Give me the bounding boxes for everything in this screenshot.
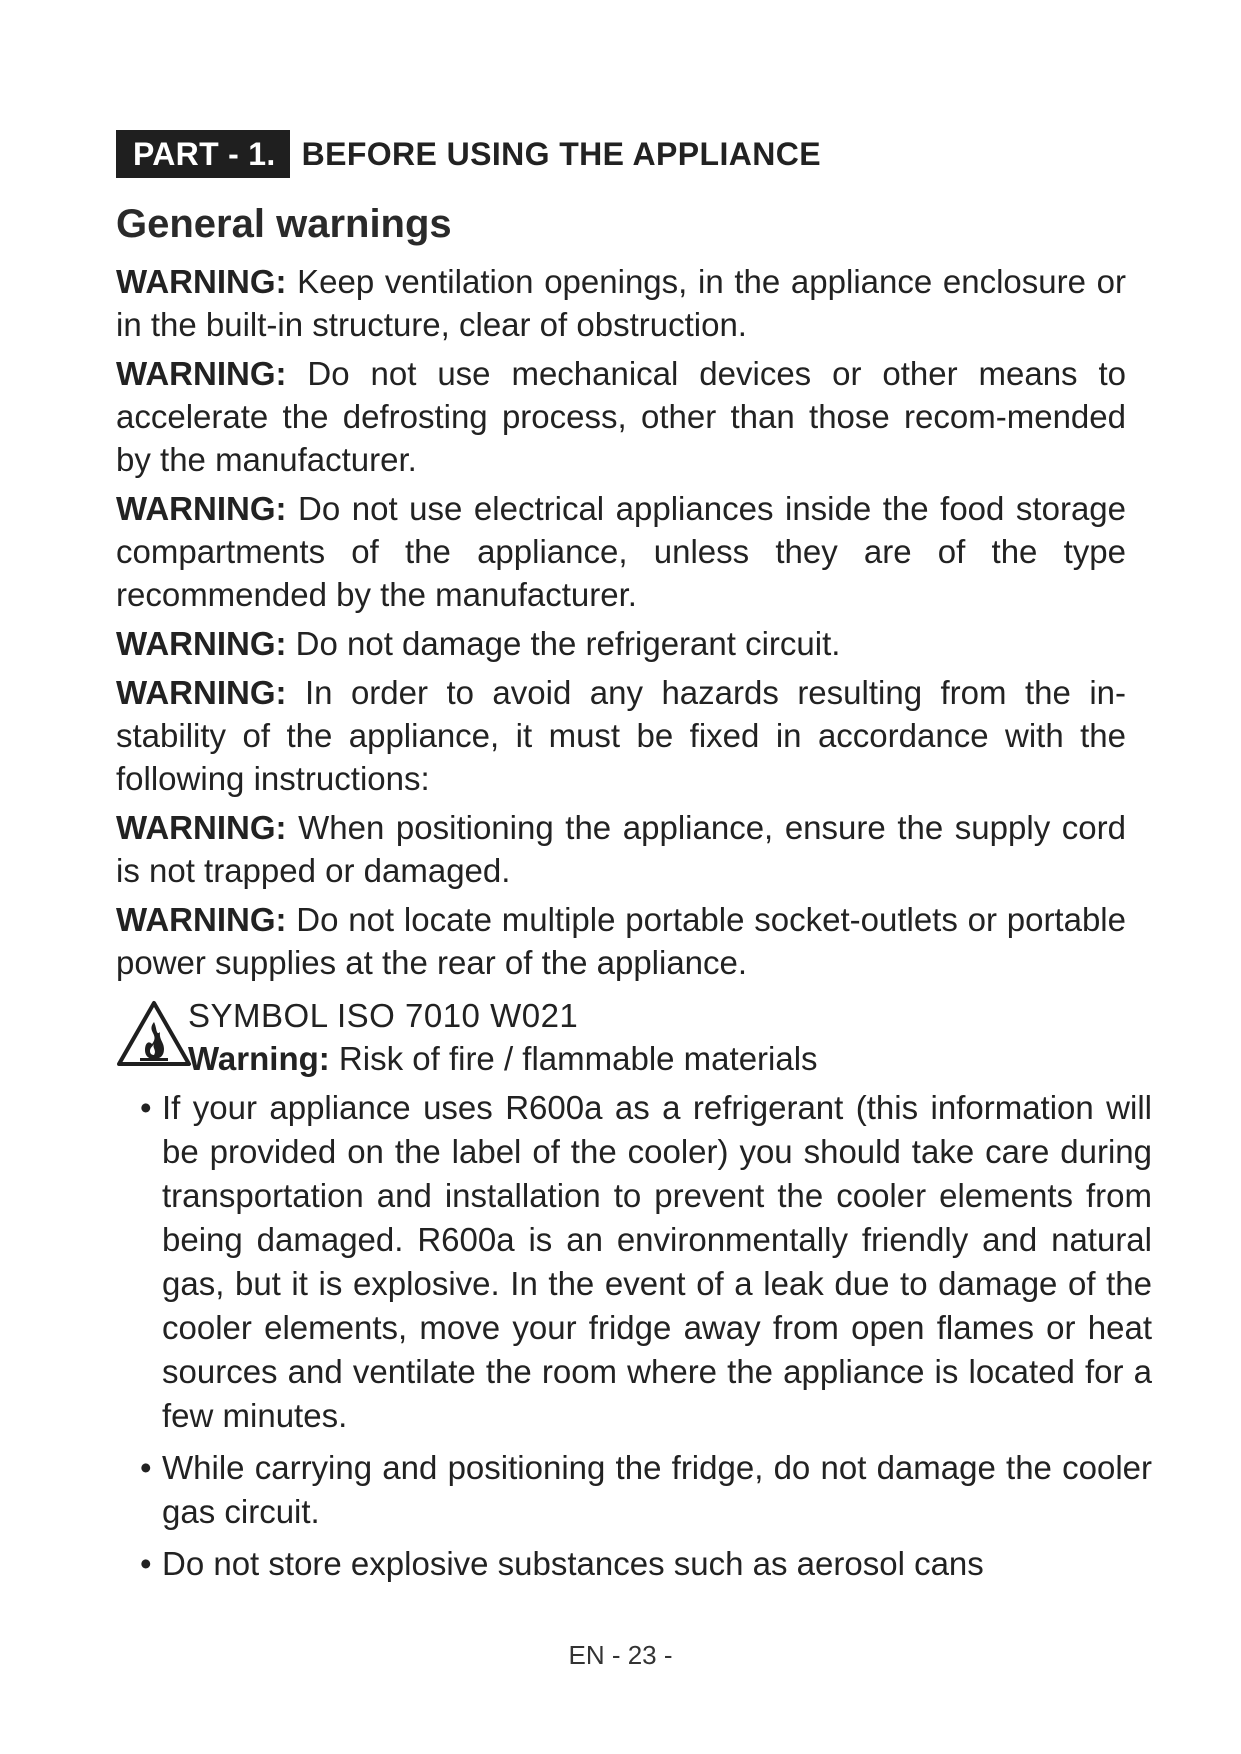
symbol-description bbox=[188, 1037, 1136, 1080]
part-badge: PART - 1. bbox=[116, 130, 290, 178]
warning-text: Do not use mechanical devices or other means to accelerate the defrosting process, other than those recom-mended by the manufacturer. bbox=[116, 355, 1126, 478]
iso-symbol-block bbox=[116, 994, 1136, 1086]
warning-paragraph bbox=[116, 622, 1126, 665]
section-title: General warnings bbox=[116, 202, 452, 246]
warning-paragraph bbox=[116, 671, 1126, 800]
warning-paragraph bbox=[116, 806, 1126, 892]
symbol-code: SYMBOL ISO 7010 W021 bbox=[188, 997, 579, 1034]
warning-keyword: WARNING: bbox=[116, 809, 287, 846]
warning-keyword: WARNING: bbox=[116, 674, 287, 711]
symbol-keyword: Warning: bbox=[188, 1040, 330, 1077]
warning-keyword: WARNING: bbox=[116, 901, 287, 938]
part-header bbox=[116, 130, 1136, 178]
part-title: BEFORE USING THE APPLIANCE bbox=[301, 135, 822, 172]
warning-keyword: WARNING: bbox=[116, 625, 287, 662]
list-item: • Do not store explosive substances such as aerosol cans bbox=[140, 1542, 1152, 1586]
list-item: • While carrying and positioning the fridge, do not damage the cooler gas circuit. bbox=[140, 1446, 1152, 1534]
flammable-warning-triangle-icon bbox=[116, 1000, 192, 1068]
warning-paragraph bbox=[116, 487, 1126, 616]
warning-text: When positioning the appliance, ensure the supply cord is not trapped or damaged. bbox=[116, 809, 1126, 889]
warnings-list bbox=[116, 260, 1136, 984]
warning-keyword: WARNING: bbox=[116, 490, 287, 527]
page-number: EN - 23 - bbox=[568, 1640, 673, 1670]
warning-text: In order to avoid any hazards resulting from the in-stability of the appliance, it must be fixed in accordance with the following instructions: bbox=[116, 674, 1126, 797]
warning-paragraph bbox=[116, 260, 1126, 346]
warning-paragraph bbox=[116, 898, 1126, 984]
warning-paragraph bbox=[116, 352, 1126, 481]
symbol-text: Risk of fire / flammable materials bbox=[338, 1040, 818, 1077]
bullet-list bbox=[116, 1086, 1152, 1586]
page-content bbox=[116, 130, 1152, 1594]
warning-text: Do not locate multiple portable socket-outlets or portable power supplies at the rear of the appliance. bbox=[116, 901, 1126, 981]
warning-text: Keep ventilation openings, in the appliance enclosure or in the built-in structure, clear of obstruction. bbox=[116, 263, 1126, 343]
warning-keyword: WARNING: bbox=[116, 263, 287, 300]
list-item: • If your appliance uses R600a as a refrigerant (this information will be provided on the label of the cooler) you should take care during transportation and installation to prevent the cooler elements from being damaged. R600a is an environmentally friendly and natural gas, but it is explosive. In the event of a leak due to damage of the cooler elements, move your fridge away from open flames or heat sources and ventilate the room where the appliance is located for a few minutes. bbox=[140, 1086, 1152, 1438]
warning-text: Do not damage the refrigerant circuit. bbox=[295, 625, 841, 662]
warning-text: Do not use electrical appliances inside the food storage compartments of the appliance, unless they are of the type recommended by the manufacturer. bbox=[116, 490, 1127, 613]
warning-keyword: WARNING: bbox=[116, 355, 287, 392]
